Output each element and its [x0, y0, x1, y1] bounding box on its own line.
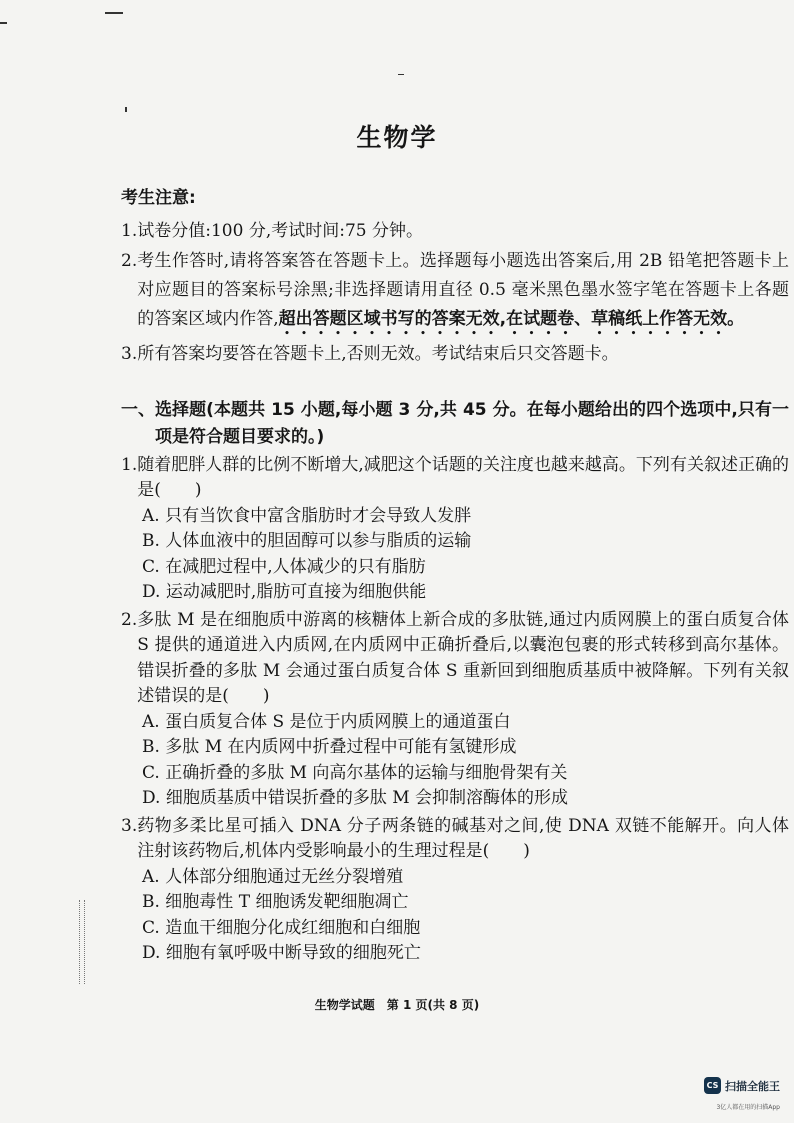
question-stem: 多肽 M 是在细胞质中游离的核糖体上新合成的多肽链,通过内质网膜上的蛋白质复合体 S 提供的通道进入内质网,在内质网中正确折叠后,以囊泡包裹的形式转移到高尔基体。错误折叠的多肽 M 会通过蛋白质复合体 S 重新回到细胞质基质中被降解。下列有关叙述错误的是( )	[137, 609, 789, 706]
notice-number: 1.	[121, 220, 138, 241]
notice-number: 3.	[121, 343, 138, 364]
question-stem: 药物多柔比星可插入 DNA 分子两条链的碱基对之间,使 DNA 双链不能解开。向人体注射该药物后,机体内受影响最小的生理过程是( )	[137, 815, 789, 861]
option: B. 多肽 M 在内质网中折叠过程中可能有氢键形成	[142, 737, 517, 757]
page-title: 生物学	[356, 123, 438, 152]
exam-content	[121, 186, 789, 967]
notice-item	[121, 217, 789, 246]
question-head	[121, 608, 789, 710]
option: C. 正确折叠的多肽 M 向高尔基体的运输与细胞骨架有关	[142, 762, 568, 783]
section-heading	[121, 397, 789, 451]
notice-text-block	[137, 247, 789, 339]
question-stem: 随着肥胖人群的比例不断增大,减肥这个话题的关注度也越来越高。下列有关叙述正确的是( )	[137, 454, 789, 500]
question	[121, 608, 789, 812]
option: D. 细胞质基质中错误折叠的多肽 M 会抑制溶酶体的形成	[142, 788, 569, 808]
section-heading-text: 选择题(本题共 15 小题,每小题 3 分,共 45 分。在每小题给出的四个选项中,只有一项是符合题目要求的。)	[155, 399, 789, 447]
option: B. 细胞毒性 T 细胞诱发靶细胞凋亡	[142, 892, 409, 912]
scanner-name: 扫描全能王	[725, 1079, 780, 1093]
scan-speck	[105, 12, 123, 14]
notice-heading: 考生注意:	[121, 188, 196, 208]
scan-speck	[0, 22, 7, 24]
margin-dots	[79, 900, 85, 984]
notice-text: 试卷分值:100 分,考试时间:75 分钟。	[137, 220, 423, 241]
page-footer: 生物学试题 第 1 页(共 8 页)	[314, 998, 480, 1012]
notice-item	[121, 340, 789, 369]
notice-text: 所有答案均要答在答题卡上,否则无效。考试结束后只交答题卡。	[137, 343, 619, 364]
scanner-tagline: 3亿人都在用的扫描App	[716, 1104, 780, 1111]
scanner-watermark	[704, 1077, 780, 1094]
question-head	[121, 453, 789, 504]
section-number: 一、	[121, 399, 155, 420]
question-number: 3.	[121, 815, 138, 836]
notice-number: 2.	[121, 250, 138, 271]
option: C. 在减肥过程中,人体减少的只有脂肪	[142, 556, 426, 577]
question	[121, 814, 789, 967]
camscanner-logo-icon: CS	[704, 1077, 721, 1094]
option: D. 运动减肥时,脂肪可直接为细胞供能	[142, 582, 427, 602]
option: A. 只有当饮食中富含脂肪时才会导致人发胖	[142, 505, 472, 526]
option: B. 人体血液中的胆固醇可以参与脂质的运输	[142, 531, 472, 551]
option: D. 细胞有氧呼吸中断导致的细胞死亡	[142, 943, 421, 963]
scan-speck	[398, 74, 404, 75]
question	[121, 453, 789, 606]
option: A. 蛋白质复合体 S 是位于内质网膜上的通道蛋白	[142, 711, 511, 732]
question-head	[121, 814, 789, 865]
notice-item	[121, 247, 789, 339]
scan-speck	[125, 107, 127, 112]
question-number: 2.	[121, 609, 138, 630]
option: C. 造血干细胞分化成红细胞和白细胞	[142, 917, 421, 938]
question-number: 1.	[121, 454, 138, 475]
notice-emphasis: 超出答题区域书写的答案无效,在试题卷、草稿纸上作答无效。	[278, 308, 745, 329]
notice-text: 考生作答时,请将答案答在答题卡上。选择题每小题选出答案后,用 2B 铅笔把答题卡上对应题目的答案标号涂黑;非选择题请用直径 0.5 毫米黑色墨水签字笔在答题卡上各题的答案区域内作答,	[137, 250, 789, 329]
option: A. 人体部分细胞通过无丝分裂增殖	[142, 866, 404, 887]
